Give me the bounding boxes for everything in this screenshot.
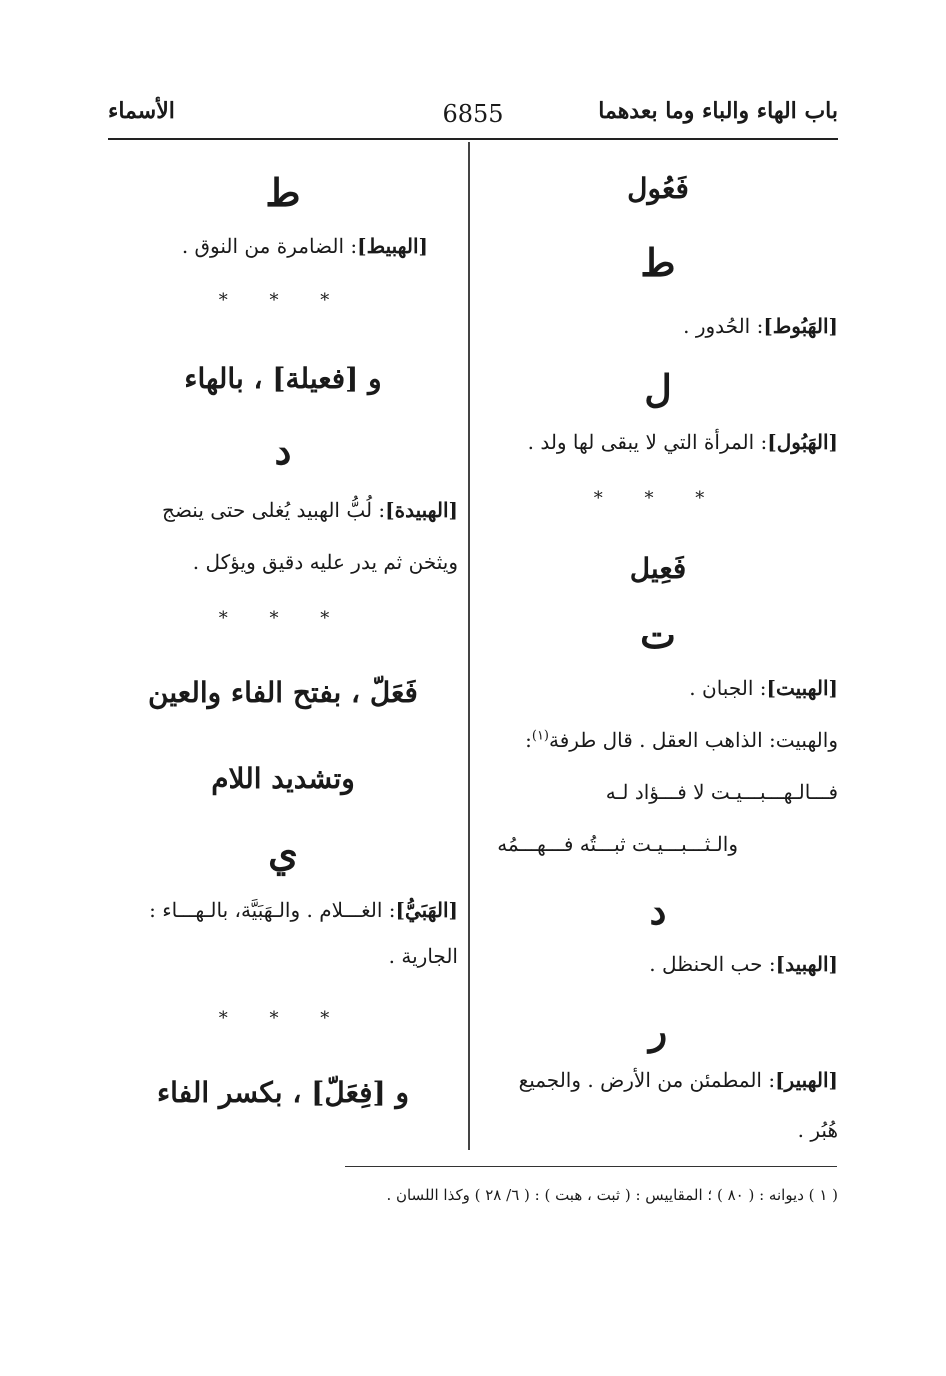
- entry-habit-t: [108, 234, 428, 258]
- entry-definition: : الجبان .: [689, 676, 767, 700]
- entry-habida-cont: ويثخن ثم يدر عليه دقيق ويؤكل .: [192, 550, 458, 574]
- entry-term: [الهبيت]: [766, 676, 838, 700]
- entry-term: [الهَبَيُّ]: [395, 898, 458, 922]
- section-separator: * * *: [218, 290, 348, 311]
- pattern-heading-cont: وتشديد اللام: [211, 762, 355, 795]
- section-separator: * * *: [218, 1008, 348, 1029]
- entry-term: [الهبير]: [775, 1068, 838, 1092]
- entry-definition: : لُبُّ الهبيد يُغلى حتى ينضج: [162, 498, 386, 522]
- verse-line-2: والـثـــبـــيـت ثبـــتُه فـــهـــمُه: [497, 832, 738, 856]
- letter-heading: ط: [640, 240, 676, 285]
- pattern-heading: فَعِيل: [629, 552, 687, 585]
- entry-term: [الهبيط]: [357, 234, 428, 258]
- entry-habit-2: [478, 728, 838, 752]
- letter-heading: ط: [265, 170, 301, 215]
- entry-definition: : حب الحنظل .: [649, 952, 776, 976]
- entry-hubut: [478, 314, 838, 338]
- entry-hubul: [478, 430, 838, 454]
- letter-heading: د: [274, 428, 292, 473]
- pattern-heading: و [فعيلة] ، بالهاء: [184, 362, 382, 395]
- entry-habida: [108, 498, 458, 522]
- footnote-rule: [345, 1166, 837, 1167]
- letter-heading: ر: [648, 1008, 668, 1053]
- entry-habit: [478, 676, 838, 700]
- entry-habiy: [108, 898, 458, 922]
- entry-term: [الهبيد]: [775, 952, 838, 976]
- entry-term: [الهَبُول]: [767, 430, 838, 454]
- verse-line-1: فـــالـهـــبـــيـت لا فـــؤاد لـه: [605, 780, 838, 804]
- letter-heading: ي: [268, 830, 298, 875]
- entry-habid: [478, 952, 838, 976]
- pattern-heading: و [فِعَلّ] ، بكسر الفاء: [157, 1076, 409, 1109]
- entry-term: [الهبيدة]: [385, 498, 458, 522]
- letter-heading: د: [649, 888, 667, 933]
- pattern-heading: فَعَلّ ، بفتح الفاء والعين: [148, 676, 418, 709]
- entry-definition: : الغـــلام . والـهَبَيَّة، بالـهـــاء :: [149, 898, 396, 922]
- footnote-ref: (١): [531, 728, 549, 744]
- page-number: 6855: [442, 100, 504, 128]
- header-rule: [108, 138, 838, 140]
- entry-definition: : الضامرة من النوق .: [181, 234, 358, 258]
- pattern-heading: فَعُول: [627, 172, 689, 205]
- entry-habir: [478, 1068, 838, 1092]
- entry-definition: : الحُدور .: [683, 314, 764, 338]
- entry-habiy-cont: الجارية .: [388, 944, 458, 968]
- letter-heading: ل: [644, 366, 672, 411]
- section-separator: * * *: [593, 488, 723, 509]
- entry-definition: : المرأة التي لا يبقى لها ولد .: [527, 430, 768, 454]
- entry-text-end: :: [525, 728, 532, 752]
- column-divider: [468, 142, 470, 1150]
- letter-heading: ت: [640, 612, 676, 657]
- entry-term: [الهَبُوط]: [763, 314, 838, 338]
- footnote: ( ١ ) ديوانه : ( ٨٠ ) ؛ المقاييس : ( ثبت ، هبت ) : ( ٦/ ٢٨ ) وكذا اللسان .: [386, 1186, 838, 1204]
- entry-definition: : المطمئن من الأرض . والجميع: [518, 1068, 776, 1092]
- section-separator: * * *: [218, 608, 348, 629]
- entry-habir-cont: هُبُر .: [797, 1118, 838, 1142]
- entry-text: والهبيت: الذاهب العقل . قال طرفة: [549, 728, 838, 752]
- running-header-right: باب الهاء والباء وما بعدهما: [598, 98, 838, 124]
- running-header-left: الأسماء: [108, 98, 175, 124]
